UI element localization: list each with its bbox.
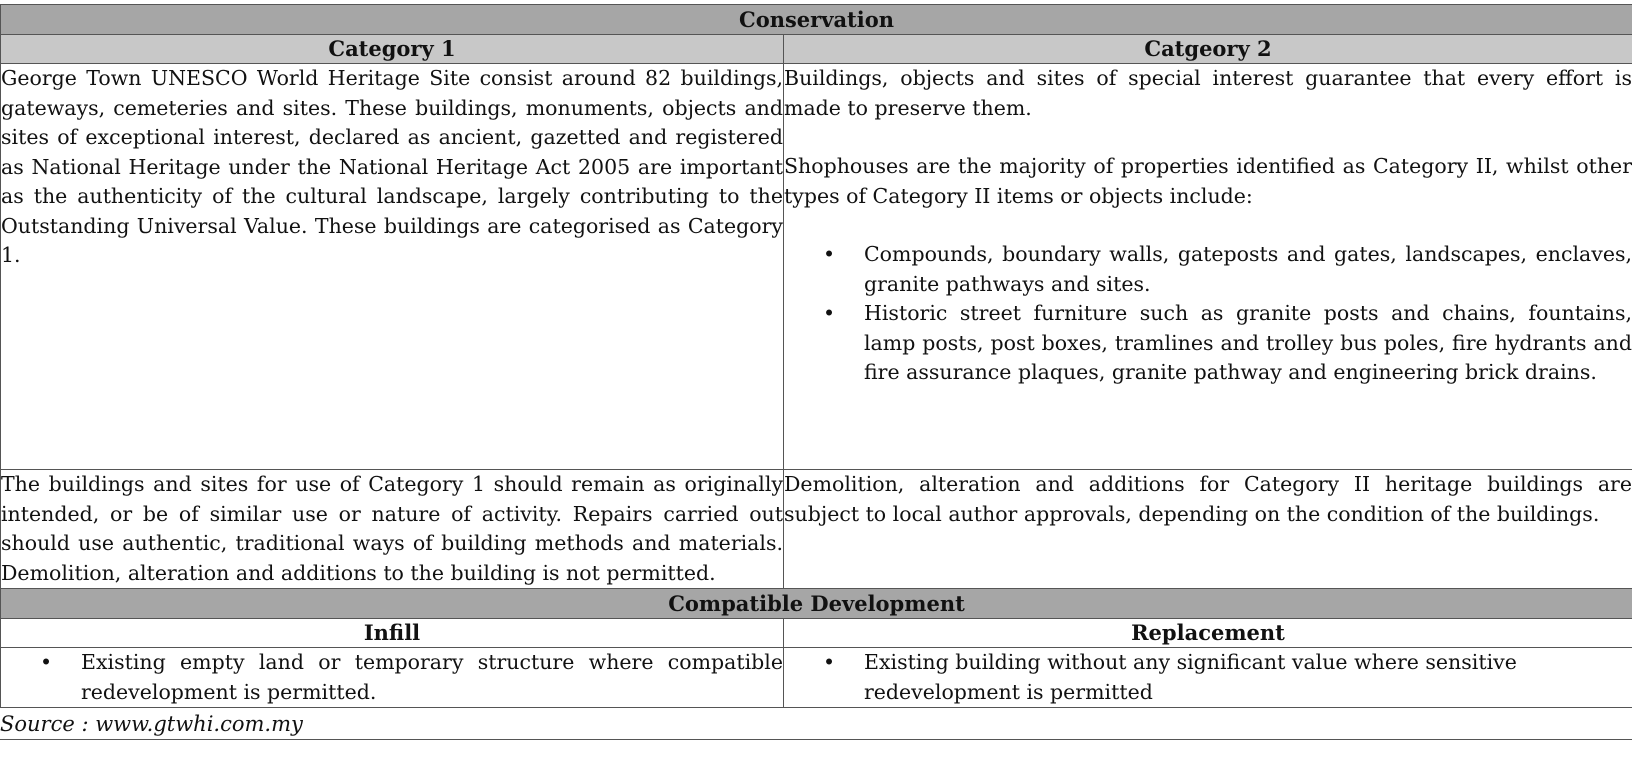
document-page (0, 4, 1632, 708)
list-item: • Historic street furniture such as granite posts and chains, fountains, lamp posts, post boxes, tramlines and trolley bus poles, fire hydrants and fire assurance plaques, granite pathway and engineering brick drains. (864, 299, 1632, 388)
category-1-rules-cell (1, 470, 784, 589)
category-2-bullet-list (784, 240, 1632, 388)
category-1-rules: The buildings and sites for use of Category 1 should remain as originally intended, or be of similar use or nature of activity. Repairs carried out should use authentic, traditional ways of building methods and materials. Demolition, alteration and additions to the building is not permitted. (1, 472, 783, 585)
list-item: • Existing building without any significant value where sensitive redevelopment is permitted (864, 648, 1632, 707)
category-2-intro: Buildings, objects and sites of special interest guarantee that every effort is made to preserve them. (784, 66, 1632, 120)
category-1-header: Category 1 (1, 35, 784, 64)
source-note: Source : www.gtwhi.com.my (0, 709, 1632, 740)
replacement-header: Replacement (784, 619, 1632, 648)
list-item: • Compounds, boundary walls, gateposts and gates, landscapes, enclaves, granite pathways and sites. (864, 240, 1632, 299)
compatible-development-title: Compatible Development (1, 589, 1632, 619)
category-2-rules: Demolition, alteration and additions for Category II heritage buildings are subject to local author approvals, depending on the condition of the buildings. (784, 472, 1632, 526)
infill-header: Infill (1, 619, 784, 648)
category-2-description-cell (784, 64, 1632, 470)
conservation-title: Conservation (1, 5, 1632, 35)
infill-bullet-list (1, 648, 783, 707)
replacement-cell (784, 648, 1632, 708)
infill-cell (1, 648, 784, 708)
category-2-paragraph: Shophouses are the majority of properties identified as Category II, whilst other types of Category II items or objects include: (784, 154, 1632, 208)
heritage-table (0, 4, 1632, 708)
category-2-header: Catgeory 2 (784, 35, 1632, 64)
list-item: • Existing empty land or temporary structure where compatible redevelopment is permitted. (81, 648, 783, 707)
category-1-description-cell (1, 64, 784, 470)
category-2-rules-cell (784, 470, 1632, 589)
replacement-bullet-list (784, 648, 1632, 707)
category-1-description: George Town UNESCO World Heritage Site consist around 82 buildings, gateways, cemeteries and sites. These buildings, monuments, objects and sites of exceptional interest, declared as ancient, gazetted and registered as National Heritage under the National Heritage Act 2005 are important as the authenticity of the cultural landscape, largely contributing to the Outstanding Universal Value. These buildings are categorised as Category 1. (1, 66, 783, 267)
